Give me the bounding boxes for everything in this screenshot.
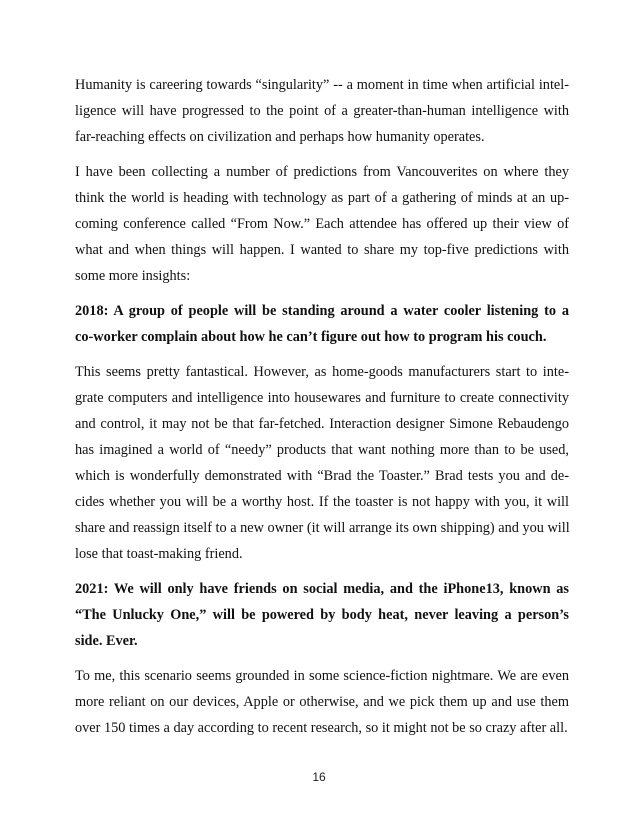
text-line: has imagined a world of “needy” products that want nothing more than to be used, bbox=[75, 442, 569, 458]
text-line: think the world is heading with technology as part of a gathering of minds at an up- bbox=[75, 190, 569, 206]
text-line: far-reaching effects on civilization and perhaps how humanity operates. bbox=[75, 129, 485, 145]
text-line: share and reassign itself to a new owner (it will arrange its own shipping) and you will bbox=[75, 520, 570, 536]
heading-line: 2018: A group of people will be standing around a water cooler listening to a bbox=[75, 303, 569, 319]
text-line: coming conference called “From Now.” Each attendee has offered up their view of bbox=[75, 216, 569, 232]
text-line: grate computers and intelligence into housewares and furniture to create connectivity bbox=[75, 390, 569, 406]
text-line: over 150 times a day according to recent research, so it might not be so crazy after all. bbox=[75, 720, 568, 736]
prediction-2021-body bbox=[75, 663, 569, 741]
text-line: Humanity is careering towards “singularity” -- a moment in time when artificial intel- bbox=[75, 77, 569, 93]
heading-line: side. Ever. bbox=[75, 633, 138, 649]
text-line: more reliant on our devices, Apple or otherwise, and we pick them up and use them bbox=[75, 694, 569, 710]
page-content bbox=[75, 72, 569, 750]
text-line: some more insights: bbox=[75, 268, 191, 284]
intro-paragraph bbox=[75, 72, 569, 150]
text-line: which is wonderfully demonstrated with “Brad the Toaster.” Brad tests you and de- bbox=[75, 468, 569, 484]
prediction-2018-heading bbox=[75, 298, 569, 350]
text-line: what and when things will happen. I wanted to share my top-five predictions with bbox=[75, 242, 569, 258]
prediction-2018-body bbox=[75, 359, 569, 567]
text-line: To me, this scenario seems grounded in some science-fiction nightmare. We are even bbox=[75, 668, 569, 684]
text-line: cides whether you will be a worthy host. If the toaster is not happy with you, it will bbox=[75, 494, 569, 510]
text-line: This seems pretty fantastical. However, as home-goods manufacturers start to inte- bbox=[75, 364, 569, 380]
text-line: I have been collecting a number of predictions from Vancouverites on where they bbox=[75, 164, 569, 180]
predictions-intro-paragraph bbox=[75, 159, 569, 289]
heading-line: co-worker complain about how he can’t figure out how to program his couch. bbox=[75, 329, 547, 345]
heading-line: 2021: We will only have friends on social media, and the iPhone13, known as bbox=[75, 581, 569, 597]
page-number: 16 bbox=[312, 770, 326, 784]
text-line: and control, it may not be that far-fetched. Interaction designer Simone Rebaudengo bbox=[75, 416, 569, 432]
prediction-2021-heading bbox=[75, 576, 569, 654]
text-line: lose that toast-making friend. bbox=[75, 546, 243, 562]
text-line: ligence will have progressed to the point of a greater-than-human intelligence with bbox=[75, 103, 569, 119]
heading-line: “The Unlucky One,” will be powered by body heat, never leaving a person’s bbox=[75, 607, 569, 623]
